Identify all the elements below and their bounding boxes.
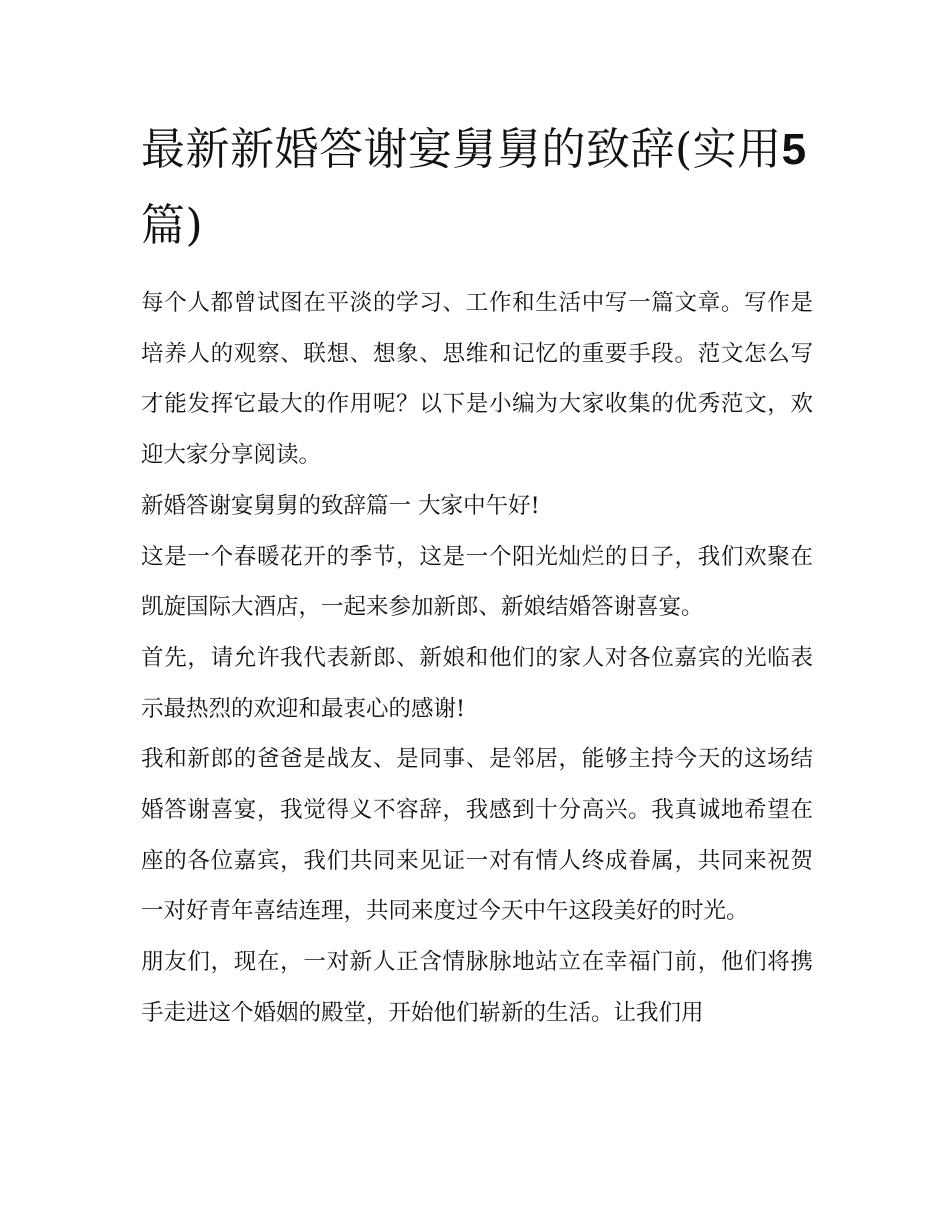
title-number: 5 bbox=[781, 125, 807, 174]
body-paragraph: 这是一个春暖花开的季节，这是一个阳光灿烂的日子，我们欢聚在凯旋国际大酒店，一起来参加新郎、新娘结婚答谢喜宴。 bbox=[141, 543, 813, 621]
title-text-end: 篇) bbox=[141, 200, 204, 251]
body-paragraph: 朋友们，现在，一对新人正含情脉脉地站立在幸福门前，他们将携手走进这个婚姻的殿堂，开始他们崭新的生活。让我们用 bbox=[141, 949, 813, 1026]
title-text: 最新新婚答谢宴舅舅的致辞(实用 bbox=[141, 124, 782, 175]
body-paragraph: 我和新郎的爸爸是战友、是同事、是邻居，能够主持今天的这场结婚答谢喜宴，我觉得义不容辞，我感到十分高兴。我真诚地希望在座的各位嘉宾，我们共同来见证一对有情人终成眷属，共同来祝贺一对好青年喜结连理，共同来度过今天中午这段美好的时光。 bbox=[141, 746, 813, 925]
document-title bbox=[141, 112, 813, 264]
body-paragraph: 首先，请允许我代表新郎、新娘和他们的家人对各位嘉宾的光临表示最热烈的欢迎和最衷心的感谢! bbox=[141, 644, 813, 722]
document-body bbox=[141, 112, 813, 1039]
section-heading-paragraph: 新婚答谢宴舅舅的致辞篇一 大家中午好! bbox=[141, 492, 540, 519]
intro-paragraph: 每个人都曾试图在平淡的学习、工作和生活中写一篇文章。写作是培养人的观察、联想、想象、思维和记忆的重要手段。范文怎么写才能发挥它最大的作用呢？以下是小编为大家收集的优秀范文，欢迎大家分享阅读。 bbox=[141, 290, 813, 469]
